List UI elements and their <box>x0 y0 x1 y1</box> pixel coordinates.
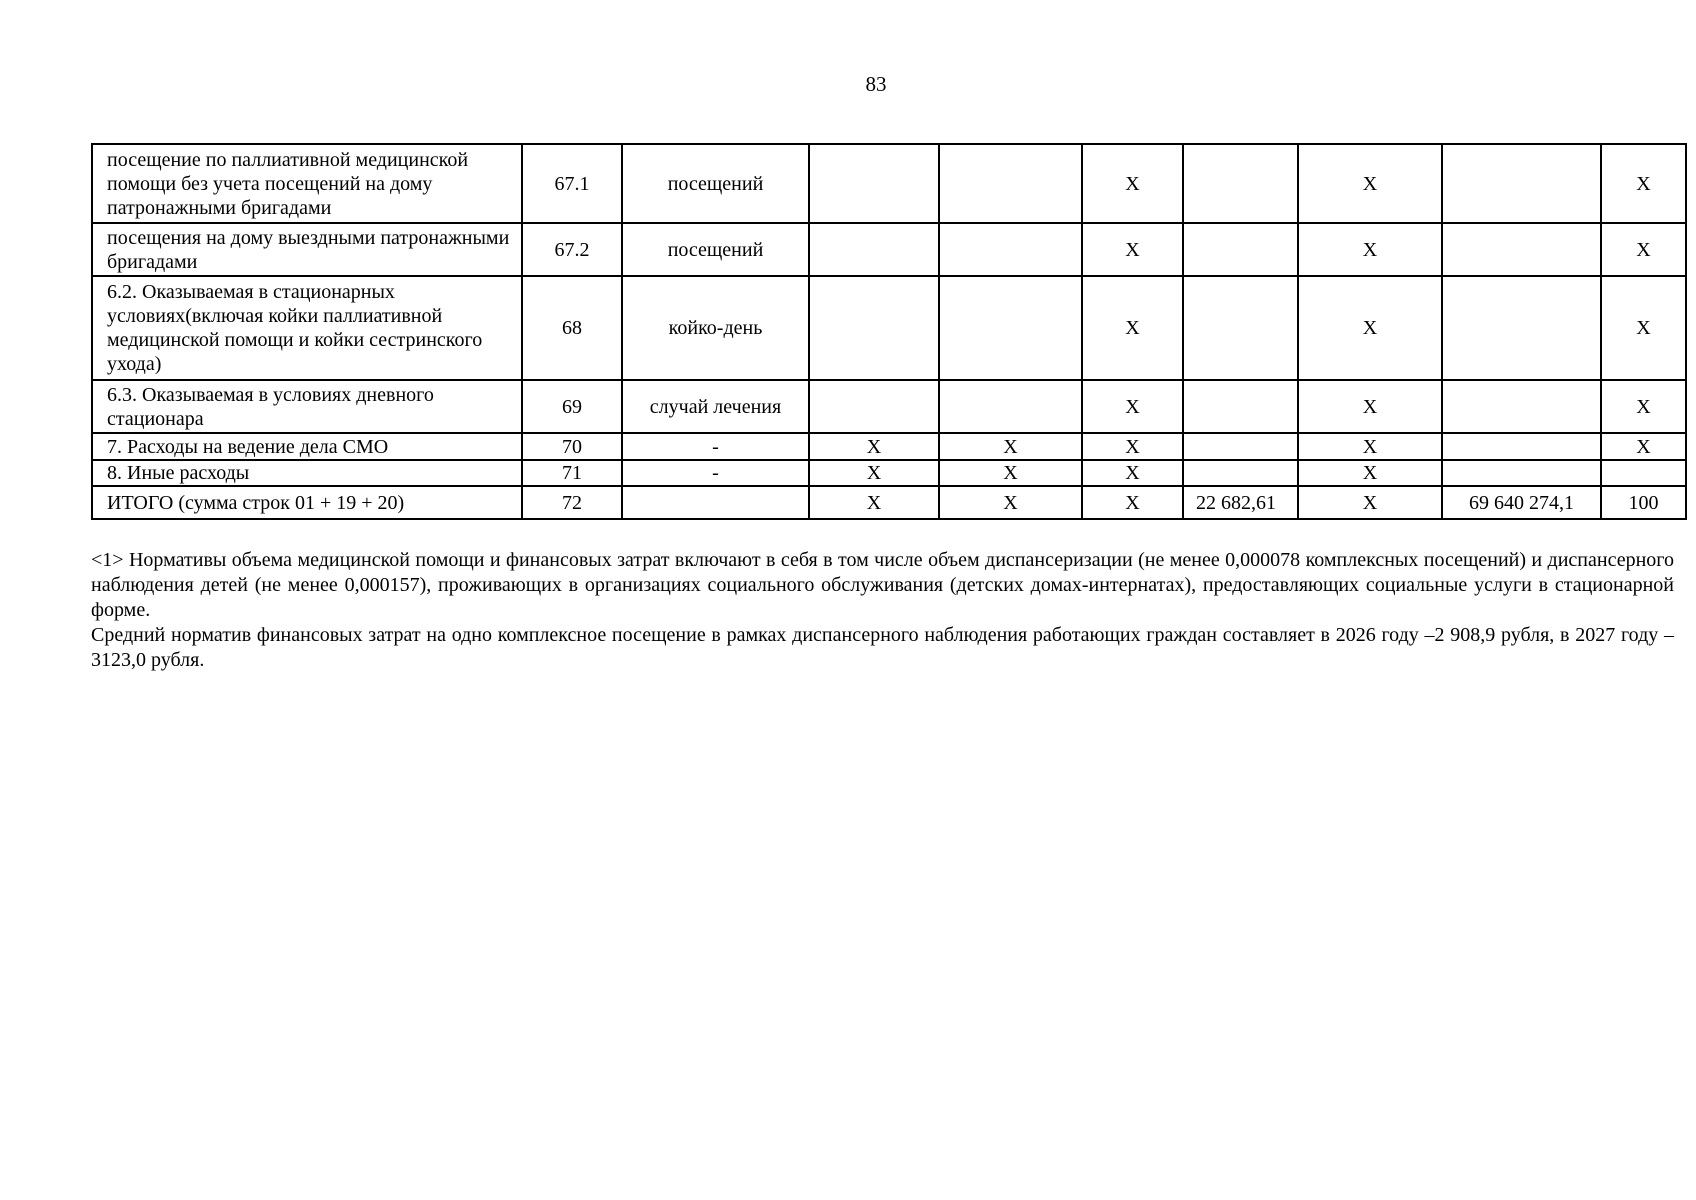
table-cell: X <box>1082 223 1183 276</box>
table-row <box>92 144 1686 223</box>
table-cell <box>1442 223 1601 276</box>
table-cell: 67.2 <box>522 223 622 276</box>
table-row-total <box>92 486 1686 519</box>
table-cell: X <box>1298 223 1442 276</box>
financing-table <box>91 143 1687 520</box>
table-cell: 67.1 <box>522 144 622 223</box>
table-cell <box>939 144 1082 223</box>
table-cell <box>1442 276 1601 380</box>
table-cell <box>1183 433 1298 460</box>
table-cell: X <box>1601 144 1686 223</box>
table-cell: койко-день <box>622 276 809 380</box>
table-cell: X <box>809 460 939 486</box>
table-cell: 71 <box>522 460 622 486</box>
table-cell <box>939 223 1082 276</box>
table-cell: X <box>1298 380 1442 433</box>
table-cell: X <box>1082 144 1183 223</box>
table-cell: 7. Расходы на ведение дела СМО <box>92 433 522 460</box>
table-cell: X <box>1601 380 1686 433</box>
table-cell <box>1183 460 1298 486</box>
table-cell <box>1442 433 1601 460</box>
footnotes <box>91 548 1674 673</box>
table-cell: 22 682,61 <box>1183 486 1298 519</box>
table-cell: 6.3. Оказываемая в условиях дневного стационара <box>92 380 522 433</box>
table-cell: X <box>939 433 1082 460</box>
table-cell: X <box>1082 486 1183 519</box>
table-cell: - <box>622 433 809 460</box>
table-row <box>92 460 1686 486</box>
table-cell <box>1183 223 1298 276</box>
table-cell: посещение по паллиативной медицинской помощи без учета посещений на дому патронажными бригадами <box>92 144 522 223</box>
table-cell: X <box>1082 433 1183 460</box>
table-cell: X <box>809 486 939 519</box>
table-cell: - <box>622 460 809 486</box>
table-cell: X <box>1298 486 1442 519</box>
table-cell <box>1442 144 1601 223</box>
table-cell: X <box>1601 276 1686 380</box>
table-cell: X <box>1601 223 1686 276</box>
table-cell: ИТОГО (сумма строк 01 + 19 + 20) <box>92 486 522 519</box>
table-cell: X <box>1298 276 1442 380</box>
table-cell: 68 <box>522 276 622 380</box>
table-cell <box>1442 380 1601 433</box>
table-cell: X <box>1082 276 1183 380</box>
table-cell: 8. Иные расходы <box>92 460 522 486</box>
table-cell: X <box>1082 380 1183 433</box>
table-cell: X <box>939 486 1082 519</box>
table-cell: посещений <box>622 223 809 276</box>
page-number: 83 <box>865 72 887 96</box>
table-cell <box>1442 460 1601 486</box>
footnote-1: <1> Нормативы объема медицинской помощи и финансовых затрат включают в себя в том числе объем диспансеризации (не менее 0,000078 комплексных посещений) и диспансерного наблюдения детей (не менее 0,000157), проживающих в организациях социального обслуживания (детских домах-интернатах), предоставляющих социальные услуги в стационарной форме. <box>91 549 1674 621</box>
table-row <box>92 223 1686 276</box>
table-row <box>92 380 1686 433</box>
table-cell: X <box>1298 144 1442 223</box>
table-cell <box>1601 460 1686 486</box>
table-cell <box>809 276 939 380</box>
table-cell: 70 <box>522 433 622 460</box>
table-cell: случай лечения <box>622 380 809 433</box>
table-cell: X <box>1601 433 1686 460</box>
table-cell: X <box>1298 460 1442 486</box>
table-cell <box>622 486 809 519</box>
table-cell: X <box>939 460 1082 486</box>
table-cell <box>939 276 1082 380</box>
table-cell <box>809 144 939 223</box>
table-row <box>92 433 1686 460</box>
table-cell: X <box>1082 460 1183 486</box>
table-cell: 6.2. Оказываемая в стационарных условиях(включая койки паллиативной медицинской помощи и койки сестринского ухода) <box>92 276 522 380</box>
table-cell <box>1183 380 1298 433</box>
table-cell: X <box>809 433 939 460</box>
table-cell <box>1183 276 1298 380</box>
table-cell: 69 <box>522 380 622 433</box>
table-cell <box>939 380 1082 433</box>
table-cell: 69 640 274,1 <box>1442 486 1601 519</box>
table-cell: посещения на дому выездными патронажными бригадами <box>92 223 522 276</box>
table-cell: X <box>1298 433 1442 460</box>
table-row <box>92 276 1686 380</box>
table-cell <box>1183 144 1298 223</box>
table-cell: 100 <box>1601 486 1686 519</box>
footnote-2: Средний норматив финансовых затрат на одно комплексное посещение в рамках диспансерного наблюдения работающих граждан составляет в 2026 году –2 908,9 рубля, в 2027 году –3123,0 рубля. <box>91 624 1674 671</box>
table-cell <box>809 223 939 276</box>
table-cell: 72 <box>522 486 622 519</box>
table-cell <box>809 380 939 433</box>
table-cell: посещений <box>622 144 809 223</box>
